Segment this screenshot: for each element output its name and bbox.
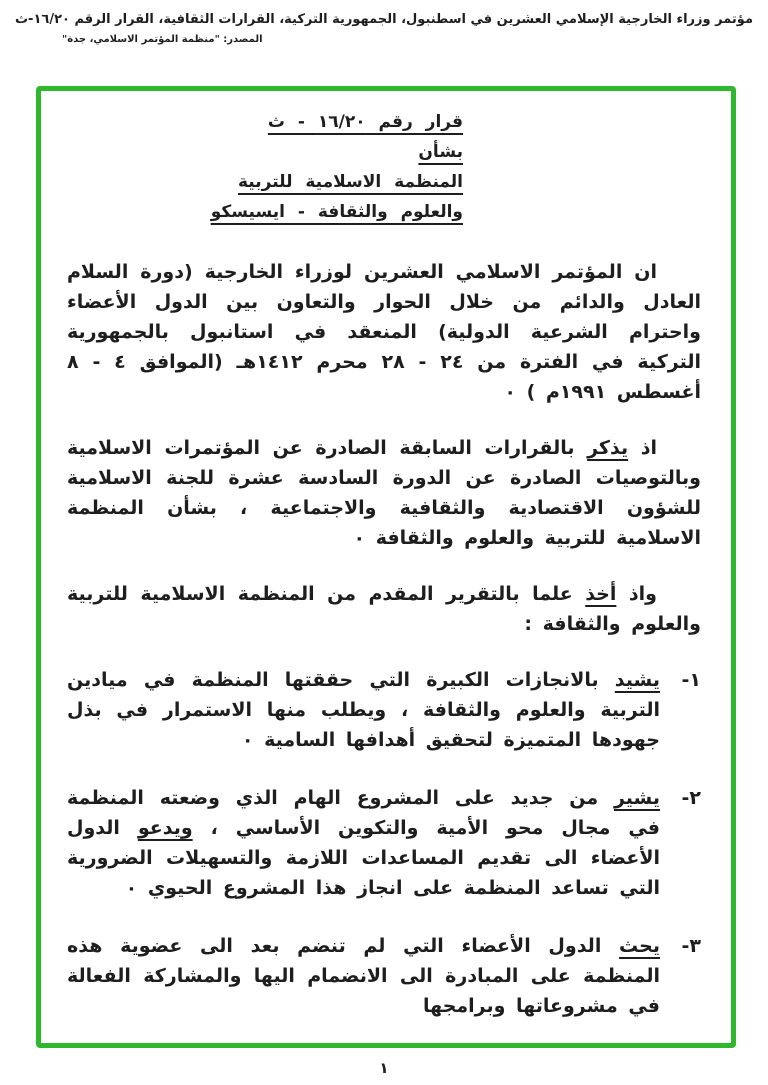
paragraph	[67, 257, 701, 407]
item-number: ٢-	[681, 787, 701, 809]
item-number: ١-	[681, 669, 701, 691]
text-run: واذ	[616, 583, 657, 605]
emphasis-underlined: يذكر	[587, 437, 629, 459]
text-run: بالانجازات الكبيرة التي حققتها المنظمة في ميادين التربية والعلوم والثقافة ، ويطلب منها الاستمرار في بذل جهودها المتميزة لتحقيق أهدافها السامية ٠	[67, 669, 660, 751]
text-run: الدول الأعضاء التي لم تنضم بعد الى عضوية هذه المنظمة على المبادرة الى الانضمام اليها والمشاركة الفعالة في مشروعاتها وبرامجها	[67, 935, 660, 1017]
page-number: ١	[379, 1059, 389, 1077]
header-source: المصدر: "منظمة المؤتمر الاسلامي، جدة"	[62, 34, 263, 45]
item-number: ٣-	[681, 935, 701, 957]
text-run: اذ	[628, 437, 657, 459]
text-run: بالقرارات السابقة الصادرة عن المؤتمرات الاسلامية وبالتوصيات الصادرة عن الدورة السادسة عشرة للجنة الاسلامية للشؤون الاقتصادية والثقافية والاجتماعية ، بشأن المنظمة الاسلامية للتربية والعلوم والثقافة ٠	[67, 437, 701, 549]
text-run: علما بالتقرير المقدم من المنظمة الاسلامية للتربية والعلوم والثقافة :	[67, 583, 701, 635]
paragraphs	[67, 257, 701, 639]
resolution-item	[67, 783, 701, 903]
title-line-organization-1: المنظمة الاسلامية للتربية	[237, 172, 463, 192]
paragraph	[67, 433, 701, 553]
resolution-items	[67, 665, 701, 1021]
item-text	[67, 931, 660, 1021]
paragraph	[67, 579, 701, 639]
text-run: ان المؤتمر الاسلامي العشرين لوزراء الخارجية (دورة السلام العادل والدائم من خلال الحوار والتعاون بين الدول الأعضاء واحترام الشرعية الدولية) المنعقد في استانبول بالجمهورية التركية في الفترة من ٢٤ - ٢٨ محرم ١٤١٢هـ (الموافق ٤ - ٨ أغسطس ١٩٩١م ) ٠	[67, 261, 701, 403]
top-header	[0, 0, 768, 45]
emphasis-underlined: ويدعو	[137, 817, 193, 839]
emphasis-underlined: يشيد	[614, 669, 660, 691]
item-text	[67, 783, 660, 903]
document-frame	[36, 86, 736, 1048]
emphasis-underlined: يحث	[619, 935, 660, 957]
emphasis-underlined: يشير	[613, 787, 660, 809]
resolution-item	[67, 931, 701, 1021]
text-run: من جديد على المشروع الهام الذي وضعته المنظمة في مجال محو الأمية والتكوين الأساسي ،	[67, 787, 660, 839]
resolution-item	[67, 665, 701, 755]
title-line-organization-2: والعلوم والثقافة - ايسيسكو	[210, 202, 463, 222]
title-line-regarding: بشأن	[418, 142, 463, 162]
item-text	[67, 665, 660, 755]
header-title: مؤتمر وزراء الخارجية الإسلامي العشرين في اسطنبول، الجمهورية التركية، القرارات الثقافية، القرار الرقم ١٦/٢٠-ث	[14, 12, 754, 27]
title-line-resolution-number: قرار رقم ١٦/٢٠ - ث	[267, 112, 463, 132]
emphasis-underlined: أخذ	[585, 583, 617, 605]
resolution-title-block	[67, 107, 463, 227]
text-run: الدول الأعضاء الى تقديم المساعدات اللازمة والتسهيلات الضرورية التي تساعد المنظمة على انجاز هذا المشروع الحيوي ٠	[67, 817, 660, 899]
